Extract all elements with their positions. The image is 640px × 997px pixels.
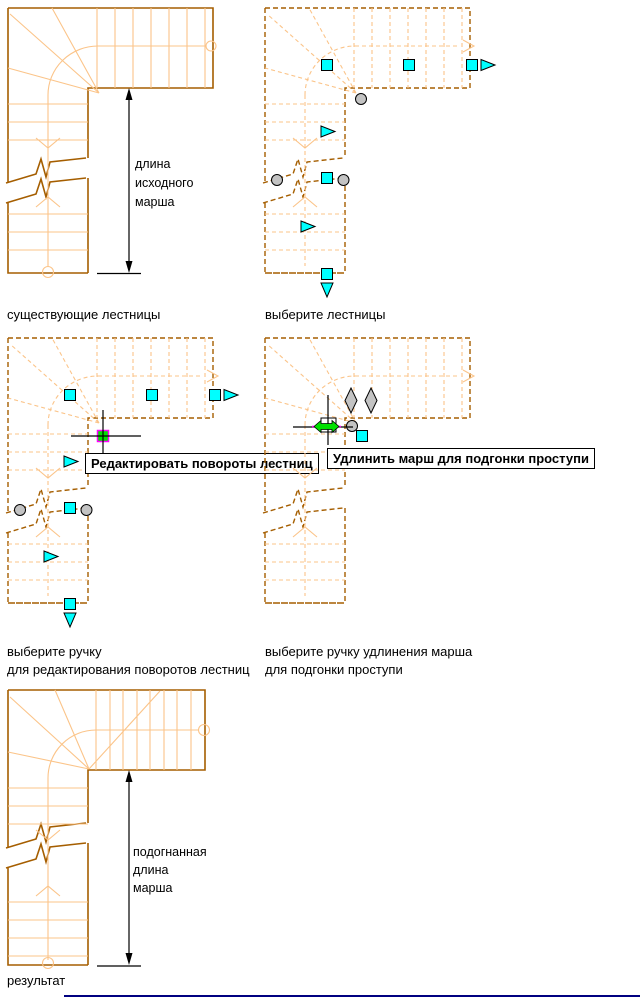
dim-label-adjusted-length	[133, 843, 207, 897]
grip-square-icon[interactable]	[65, 390, 76, 401]
grip-square-icon[interactable]	[65, 599, 76, 610]
caption-line: для подгонки проступи	[265, 661, 403, 677]
dimension-arrow-down-icon	[126, 953, 133, 965]
grips	[345, 388, 377, 442]
caption-result: результат	[7, 973, 66, 988]
stair-outline	[6, 690, 205, 965]
dimension-arrow-up-icon	[126, 770, 133, 782]
stair-plan-selected	[255, 0, 510, 302]
grip-triangle-right-icon[interactable]	[481, 60, 495, 71]
grip-square-icon[interactable]	[147, 390, 158, 401]
caption-edit-turns	[7, 643, 250, 678]
grip-triangle-down-icon[interactable]	[321, 283, 333, 297]
caption-line: выберите ручку удлинения марша	[265, 644, 473, 659]
dimension-arrow-up-icon	[126, 88, 133, 100]
grip-square-icon[interactable]	[65, 503, 76, 514]
grip-diamond-icon[interactable]	[365, 388, 377, 413]
walkline-end-circle-icon	[199, 725, 210, 736]
grip-triangle-right-icon[interactable]	[64, 456, 78, 467]
dim-label-original-length	[135, 155, 193, 212]
cursor-and-hot-grip	[293, 395, 353, 445]
tooltip-edit-turns: Редактировать повороты лестниц	[85, 453, 319, 474]
grip-square-icon[interactable]	[322, 60, 333, 71]
grip-triangle-down-icon[interactable]	[64, 613, 76, 627]
grip-square-icon[interactable]	[322, 269, 333, 280]
dimension-arrow-down-icon	[126, 261, 133, 273]
grip-square-icon[interactable]	[210, 390, 221, 401]
grip-circle-icon[interactable]	[347, 421, 358, 432]
walk-line	[36, 370, 218, 596]
walkline-arrow-icon	[293, 40, 474, 207]
grip-triangle-right-icon[interactable]	[301, 221, 315, 232]
grip-triangle-right-icon[interactable]	[321, 126, 335, 137]
walkline-start-circle-icon	[43, 267, 54, 278]
dim-label-line: длина	[133, 863, 169, 877]
grip-triangle-right-icon[interactable]	[44, 551, 58, 562]
walk-line	[293, 40, 474, 266]
grip-circle-icon[interactable]	[356, 94, 367, 105]
caption-lengthen-flight	[265, 643, 472, 678]
tread-lines	[8, 8, 205, 250]
dim-label-line: исходного	[135, 176, 194, 190]
grip-square-icon[interactable]	[404, 60, 415, 71]
caption-select-stairs: выберите лестницы	[265, 307, 386, 322]
dim-label-line: марша	[135, 195, 175, 209]
grip-circle-icon[interactable]	[272, 175, 283, 186]
grip-square-icon[interactable]	[467, 60, 478, 71]
stair-plan-existing	[0, 0, 240, 300]
walk-line	[293, 370, 474, 596]
tread-lines	[265, 8, 462, 250]
walkline-end-circle-icon	[206, 41, 216, 51]
grip-circle-icon[interactable]	[15, 505, 26, 516]
grip-square-icon[interactable]	[322, 173, 333, 184]
dim-label-line: подогнанная	[133, 845, 207, 859]
grip-circle-icon[interactable]	[81, 505, 92, 516]
grip-square-icon[interactable]	[357, 431, 368, 442]
dim-label-line: длина	[135, 157, 171, 171]
tooltip-lengthen-flight: Удлинить марш для подгонки проступи	[327, 448, 595, 469]
caption-line: для редактирования поворотов лестниц	[7, 661, 250, 677]
stair-plan-result	[0, 682, 240, 982]
dim-label-line: марша	[133, 881, 173, 895]
caption-existing-stairs: существующие лестницы	[7, 307, 161, 322]
caption-line: выберите ручку	[7, 644, 102, 659]
grip-triangle-right-icon[interactable]	[224, 390, 238, 401]
grip-circle-icon[interactable]	[338, 175, 349, 186]
stair-plan-lengthen	[255, 330, 605, 642]
grip-diamond-icon[interactable]	[345, 388, 357, 413]
